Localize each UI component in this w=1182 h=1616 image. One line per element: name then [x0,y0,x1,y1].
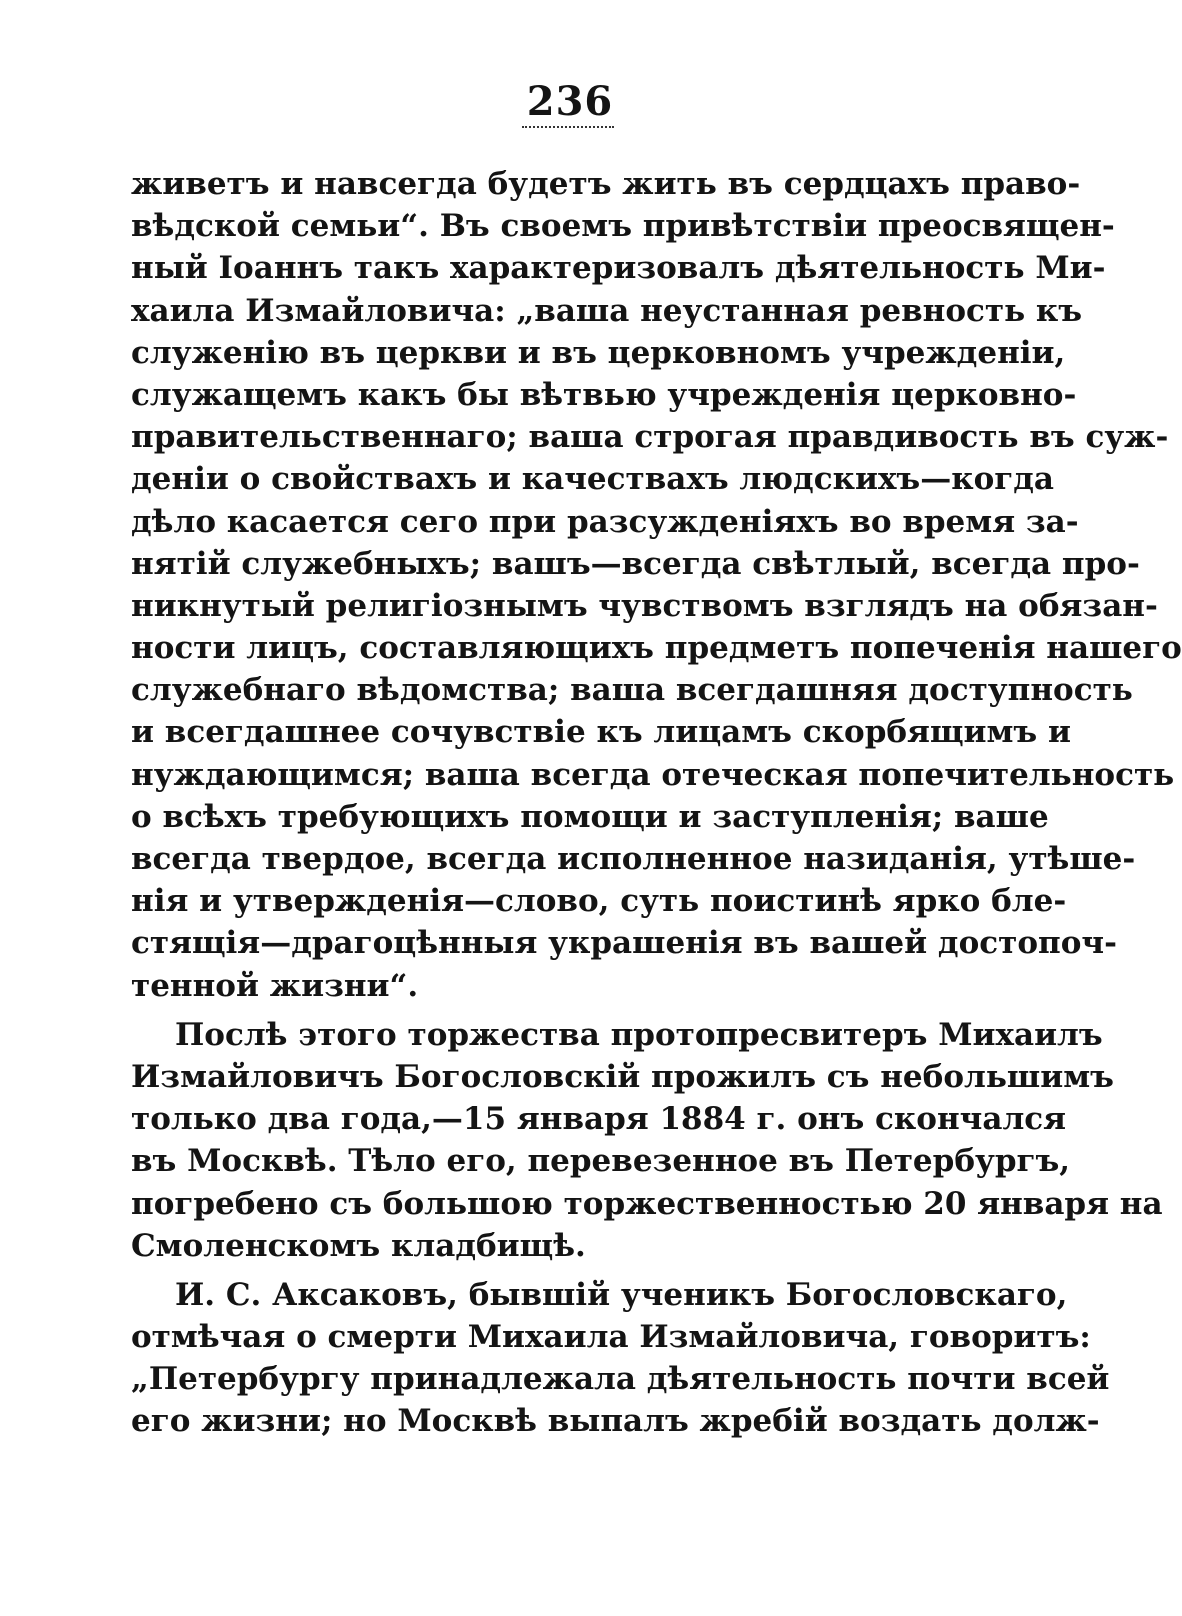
text-line: никнутый религіознымъ чувствомъ взглядъ на обязан- [131,587,1158,624]
text-line: служебнаго вѣдомства; ваша всегдашняя доступность [131,672,1133,709]
text-line: дѣло касается сего при разсужденіяхъ во время за- [131,503,1079,540]
paragraph-gap [131,1267,1009,1274]
text-line: служенію въ церкви и въ церковномъ учрежденіи, [131,334,1066,371]
text-line: вѣдской семьи“. Въ своемъ привѣтствіи преосвящен- [131,208,1115,245]
paragraph-gap [131,1007,1009,1014]
text-line: нятій служебныхъ; вашъ—всегда свѣтлый, всегда про- [131,545,1140,582]
text-line: погребено съ большою торжественностью 20 января на [131,1185,1163,1222]
text-line: о всѣхъ требующихъ помощи и заступленія; ваше [131,798,1049,835]
text-line: его жизни; но Москвѣ выпалъ жребій воздать долж- [131,1403,1100,1440]
text-line: правительственнаго; ваша строгая правдивость въ суж- [131,419,1169,456]
text-line: И. С. Аксаковъ, бывшій ученикъ Богословскаго, [175,1276,1068,1313]
text-line: ный Іоаннъ такъ характеризовалъ дѣятельность Ми- [131,250,1106,287]
text-line: живетъ и навсегда будетъ жить въ сердцахъ право- [131,166,1081,202]
page-number-underline [522,126,614,128]
text-line: тенной жизни“. [131,967,419,1004]
text-line: служащемъ какъ бы вѣтвью учрежденія церковно- [131,376,1077,413]
text-line: стящія—драгоцѣнныя украшенія въ вашей достопоч- [131,925,1117,962]
text-line: нуждающимся; ваша всегда отеческая попечительность [131,756,1175,793]
text-line: въ Москвѣ. Тѣло его, перевезенное въ Петербургъ, [131,1143,1071,1180]
text-line: хаила Измайловича: „ваша неустанная ревность къ [131,292,1083,329]
paragraph-3 [131,1274,1110,1443]
text-line: всегда твердое, всегда исполненное назиданія, утѣше- [131,841,1136,877]
text-line: Измайловичъ Богословскій прожилъ съ небольшимъ [131,1058,1114,1095]
text-line: нія и утвержденія—слово, суть поистинѣ ярко бле- [131,883,1067,920]
text-line: „Петербургу принадлежала дѣятельность почти всей [131,1361,1110,1398]
paragraph-1 [131,163,1182,1007]
text-line: деніи о свойствахъ и качествахъ людскихъ—когда [131,461,1055,498]
text-line: Смоленскомъ кладбищѣ. [131,1227,586,1264]
text-line: ности лицъ, составляющихъ предметъ попеченія нашего [131,630,1182,667]
page-number: 236 [526,78,614,125]
text-line: отмѣчая о смерти Михаила Измайловича, говоритъ: [131,1319,1091,1356]
body-text [131,163,1182,1443]
text-line: только два года,—15 января 1884 г. онъ скончался [131,1101,1067,1138]
paragraph-2 [131,1014,1163,1267]
text-line: Послѣ этого торжества протопресвитеръ Михаилъ [175,1016,1103,1053]
text-line: и всегдашнее сочувствіе къ лицамъ скорбящимъ и [131,714,1071,751]
